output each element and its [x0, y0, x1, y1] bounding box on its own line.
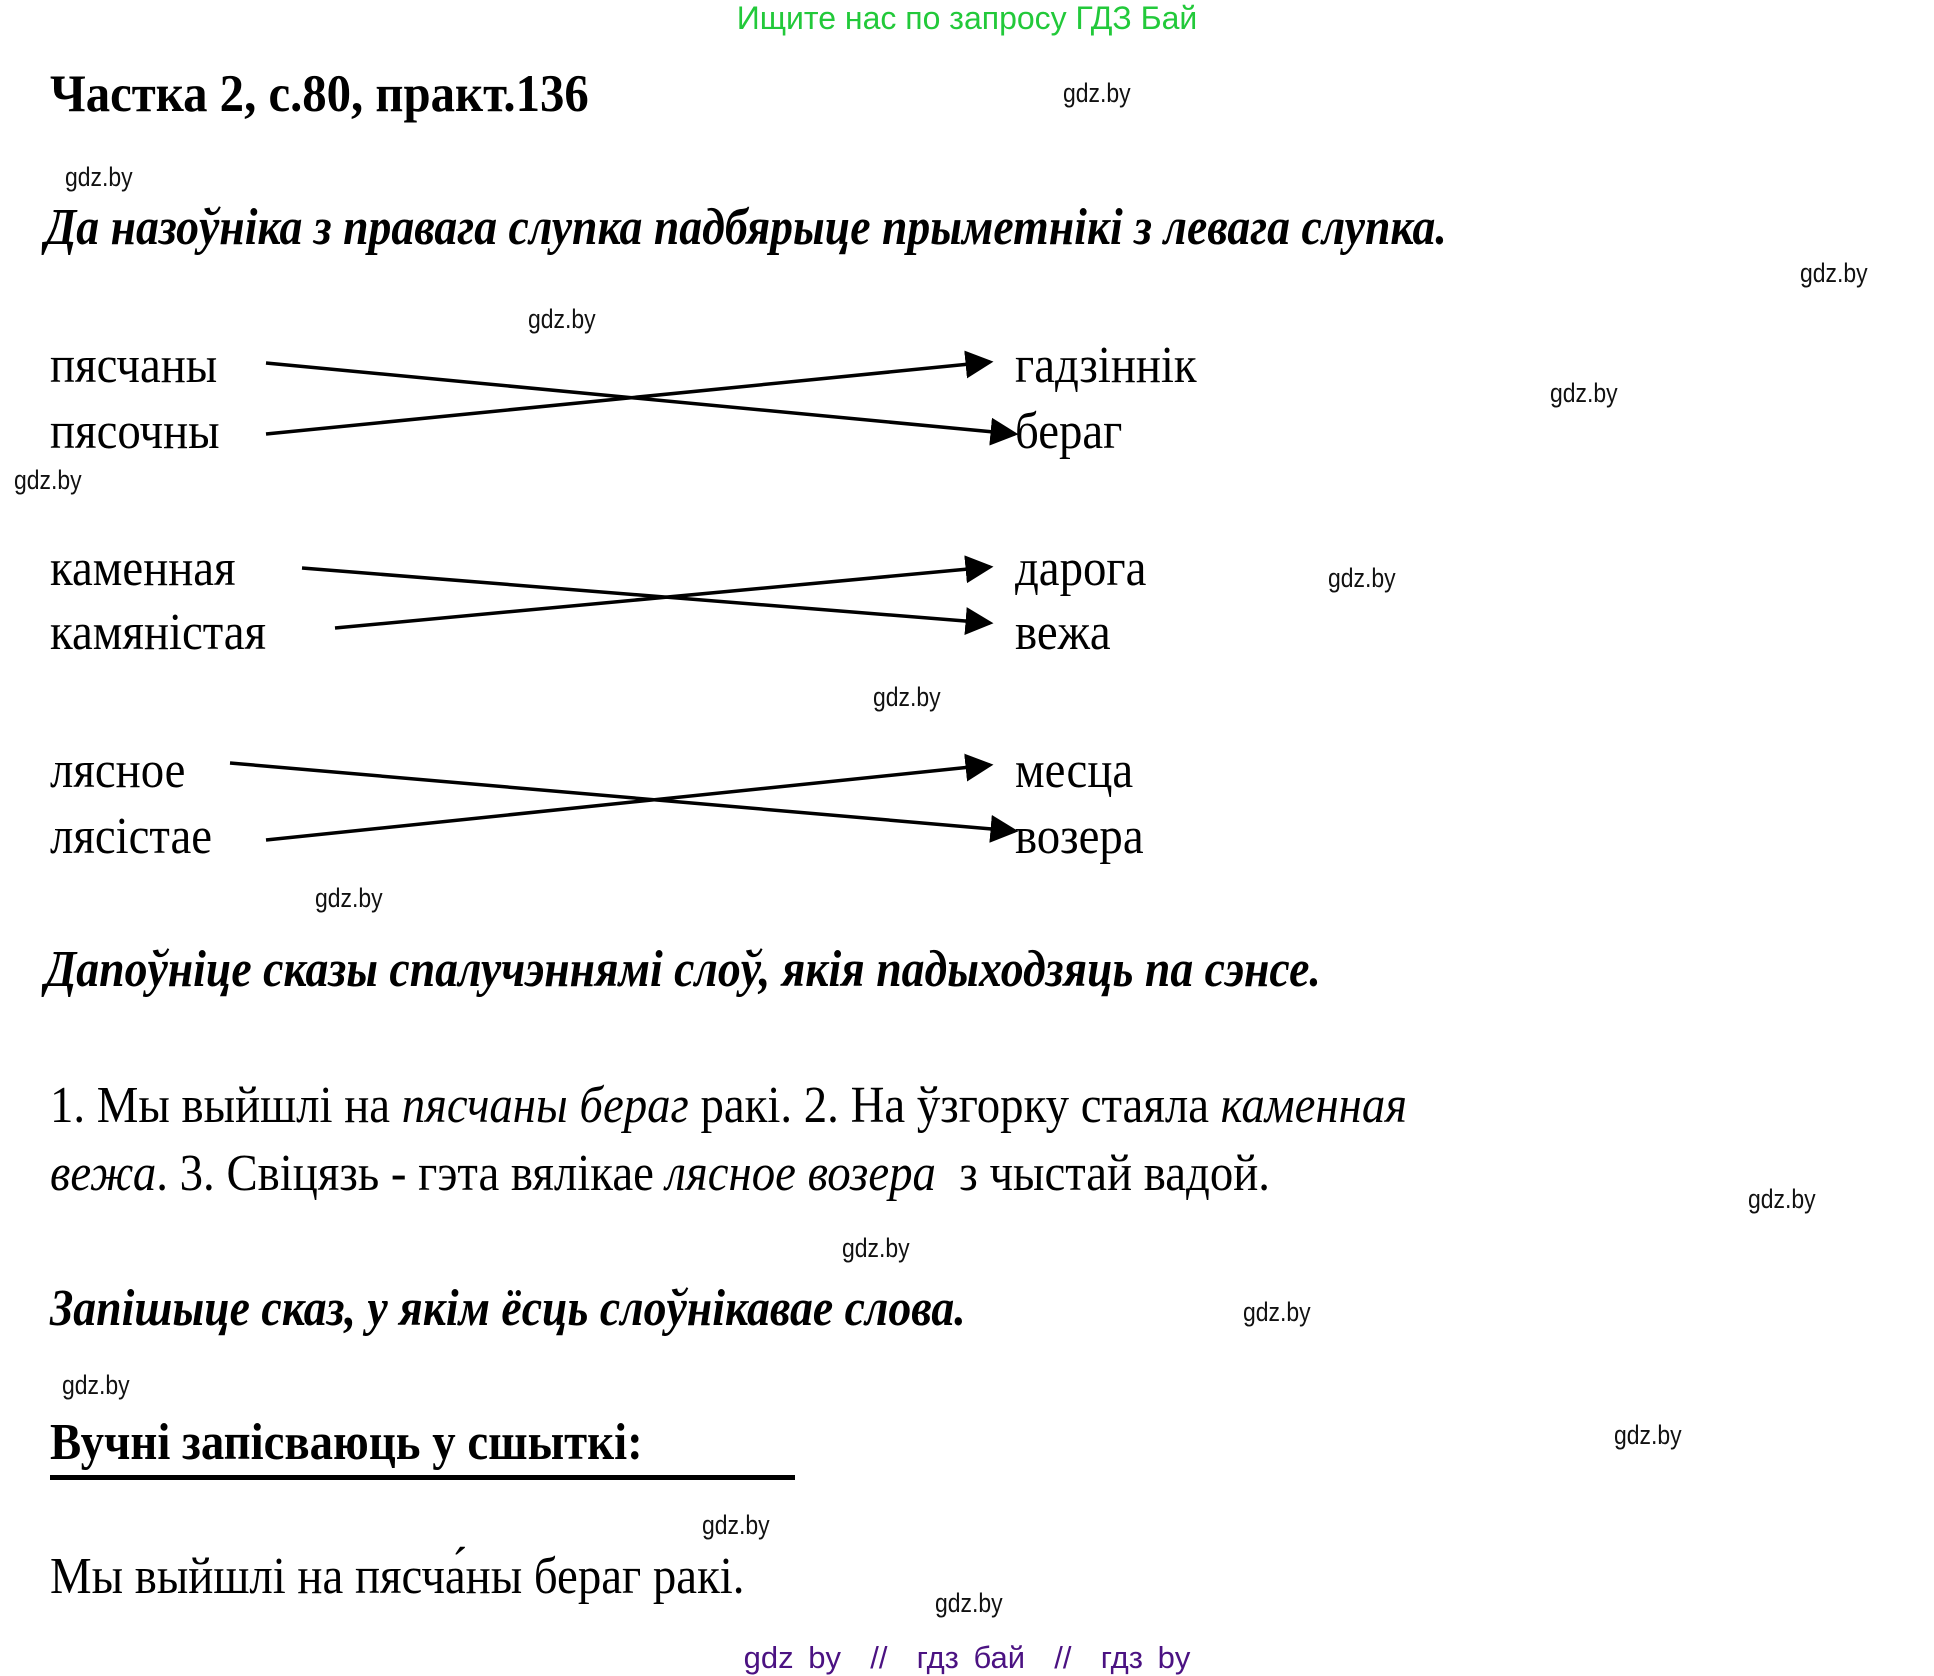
sentence-line-1	[50, 1072, 1407, 1140]
watermark: gdz.by	[1800, 258, 1868, 288]
right-word: дарога	[1015, 540, 1147, 597]
arrow	[266, 765, 990, 840]
answer-phrase: каменная	[1220, 1077, 1408, 1134]
text: з чыстай вадой.	[935, 1145, 1270, 1202]
answer-phrase: вежа	[50, 1145, 157, 1202]
answer-sentence: Мы выйшлі на пясча́ны бераг ракі.	[50, 1548, 745, 1605]
left-word: пясчаны	[50, 337, 218, 394]
watermark: gdz.by	[1614, 1420, 1682, 1450]
search-banner: Ищите нас по запросу ГДЗ Бай	[736, 0, 1198, 36]
arrow	[335, 567, 990, 628]
left-word: каменная	[50, 540, 236, 597]
task2-instruction: Дапоўніце сказы спалучэннямі слоў, якія падыходзяць па сэнсе.	[45, 941, 1321, 998]
right-word: месца	[1015, 742, 1134, 799]
arrow	[230, 763, 1015, 831]
arrow	[266, 363, 1015, 434]
watermark: gdz.by	[62, 1370, 130, 1400]
watermark: gdz.by	[1243, 1297, 1311, 1327]
watermark: gdz.by	[1550, 378, 1618, 408]
right-word: гадзіннік	[1015, 337, 1197, 394]
watermark: gdz.by	[14, 465, 82, 495]
watermark: gdz.by	[1748, 1184, 1816, 1214]
watermark: gdz.by	[65, 162, 133, 192]
footer-links: gdz by // гдз бай // гдз by	[743, 1640, 1191, 1675]
watermark: gdz.by	[702, 1510, 770, 1540]
text: 1. Мы выйшлі на	[50, 1077, 402, 1134]
right-word: вежа	[1015, 604, 1111, 661]
watermark: gdz.by	[315, 883, 383, 913]
right-word: возера	[1015, 808, 1144, 865]
watermark: gdz.by	[873, 682, 941, 712]
left-word: лясное	[50, 742, 186, 799]
text: . 3. Свіцязь - гэта вялікае	[156, 1145, 666, 1202]
task3-instruction: Запішыце сказ, у якім ёсць слоўнікавае слова.	[50, 1280, 966, 1337]
watermark: gdz.by	[1063, 78, 1131, 108]
answer-phrase: пясчаны бераг	[401, 1077, 689, 1134]
left-word: камяністая	[50, 604, 267, 661]
watermark: gdz.by	[1328, 563, 1396, 593]
arrow	[302, 568, 990, 623]
watermark: gdz.by	[935, 1588, 1003, 1618]
heading-underline	[50, 1475, 795, 1480]
left-word: лясістае	[50, 808, 212, 865]
sentence-line-2	[50, 1140, 1270, 1208]
left-word: пясочны	[50, 403, 220, 460]
right-word: бераг	[1015, 403, 1123, 460]
notebook-heading: Вучні запісваюць у сшыткі:	[50, 1414, 643, 1471]
answer-phrase: лясное возера	[665, 1145, 936, 1202]
text: ракі. 2. На ўзгорку стаяла	[688, 1077, 1221, 1134]
page-title: Частка 2, с.80, практ.136	[50, 65, 589, 123]
watermark: gdz.by	[528, 304, 596, 334]
task1-instruction: Да назоўніка з правага слупка падбярыце прыметнікі з левага слупка.	[45, 199, 1447, 256]
watermark: gdz.by	[842, 1233, 910, 1263]
arrow	[266, 362, 990, 434]
